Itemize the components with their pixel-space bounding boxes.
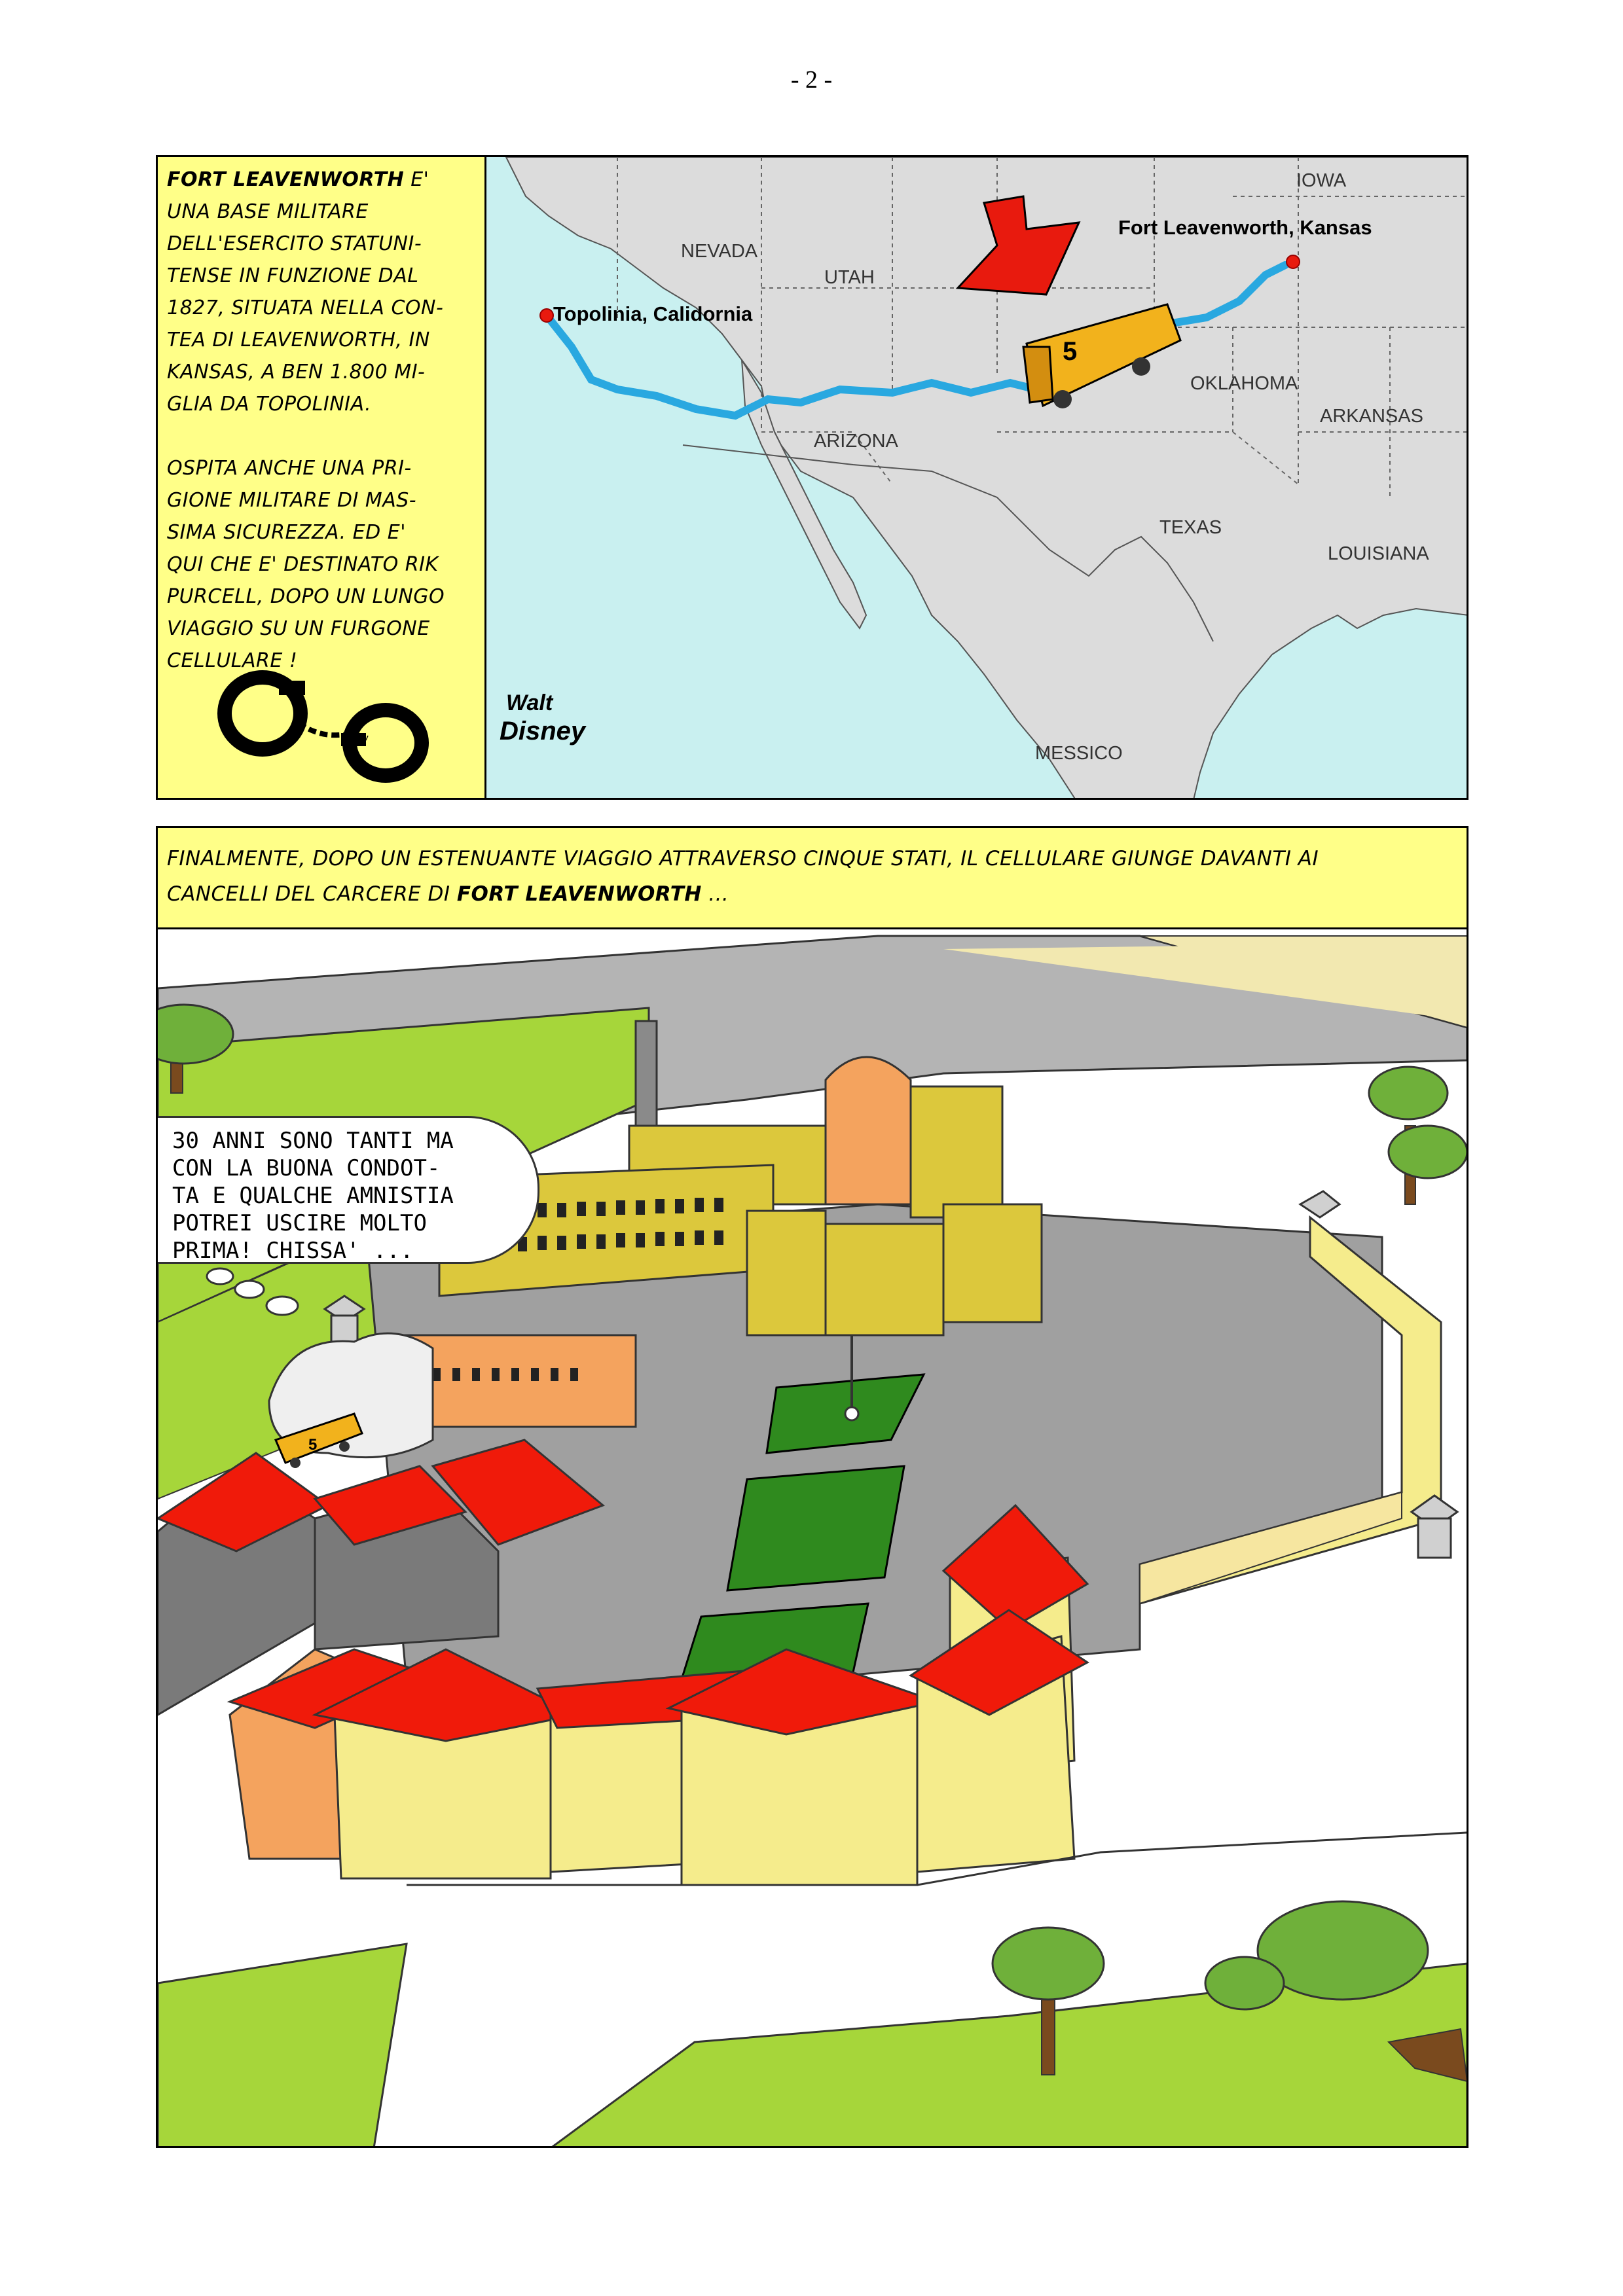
caption-line: OSPITA ANCHE UNA PRI-	[167, 457, 412, 480]
us-map	[486, 157, 1468, 800]
destination-pin	[1286, 255, 1300, 268]
caption-line: GLIA DA TOPOLINIA.	[167, 393, 372, 416]
caption-line: TEA DI LEAVENWORTH, IN	[167, 329, 430, 351]
caption-text	[167, 164, 481, 677]
thought-line: CON LA BUONA CONDOT-	[172, 1155, 441, 1181]
panel-1-caption	[156, 155, 486, 800]
state-label-louisiana: LOUISIANA	[1328, 543, 1429, 564]
caption-line: UNA BASE MILITARE	[167, 200, 369, 223]
van-number: 5	[1063, 337, 1078, 366]
caption-line: CANCELLI DEL CARCERE DI	[167, 882, 457, 906]
caption-line: KANSAS, A BEN 1.800 MI-	[167, 361, 426, 384]
panel-2	[156, 826, 1468, 2148]
origin-label: Topolinia, Calidornia	[553, 302, 753, 325]
thought-line: 30 ANNI SONO TANTI MA	[172, 1128, 454, 1154]
walt-signature: Walt	[506, 691, 553, 715]
caption-bold-title: FORT LEAVENWORTH	[167, 168, 405, 191]
caption-line: QUI CHE E' DESTINATO RIK	[167, 553, 439, 576]
caption-line: SIMA SICUREZZA. ED E'	[167, 521, 406, 544]
destination-label: Fort Leavenworth, Kansas	[1118, 216, 1372, 239]
state-label-arkansas: ARKANSAS	[1320, 406, 1423, 427]
caption-line: 1827, SITUATA NELLA CON-	[167, 296, 444, 319]
caption-line: GIONE MILITARE DI MAS-	[167, 489, 417, 512]
state-label-utah: UTAH	[824, 267, 875, 288]
caption-line: PURCELL, DOPO UN LUNGO	[167, 585, 445, 608]
court-2	[727, 1466, 904, 1590]
chimney	[636, 1021, 657, 1139]
caption-line: TENSE IN FUNZIONE DAL	[167, 264, 419, 287]
caption-line: DELL'ESERCITO STATUNI-	[167, 232, 422, 255]
thought-bubble	[158, 1116, 539, 1264]
caption-title-rest: E'	[404, 168, 429, 191]
origin-pin	[540, 309, 553, 322]
state-label-nevada: NEVADA	[681, 241, 758, 262]
thought-line: TA E QUALCHE AMNISTIA	[172, 1183, 454, 1209]
state-label-arizona: ARIZONA	[814, 431, 898, 452]
state-label-oklahoma: OKLAHOMA	[1190, 373, 1298, 394]
svg-text:5: 5	[308, 1436, 318, 1454]
caption-line: FINALMENTE, DOPO UN ESTENUANTE VIAGGIO ATTRAVERSO CINQUE STATI, IL CELLULARE GIUNGE DAVANTI AI	[167, 847, 1319, 870]
caption-line-end: ...	[701, 882, 729, 906]
prison-scene	[158, 929, 1467, 2148]
state-label-texas: TEXAS	[1159, 517, 1222, 538]
caption-line: VIAGGIO SU UN FURGONE	[167, 617, 430, 640]
disney-signature: Disney	[500, 717, 586, 745]
panel-1-map	[484, 155, 1468, 800]
state-label-iowa: IOWA	[1296, 170, 1347, 191]
panel-2-caption	[158, 828, 1467, 929]
handcuffs-icon	[217, 661, 433, 785]
country-label-messico: MESSICO	[1035, 743, 1123, 764]
thought-line: PRIMA! CHISSA' ...	[172, 1238, 414, 1264]
thought-line: POTREI USCIRE MOLTO	[172, 1210, 427, 1236]
caption-line: CELLULARE !	[167, 649, 298, 672]
land-area	[506, 157, 1468, 800]
caption-bold: FORT LEAVENWORTH	[456, 882, 702, 906]
page-number: - 2 -	[790, 66, 833, 94]
